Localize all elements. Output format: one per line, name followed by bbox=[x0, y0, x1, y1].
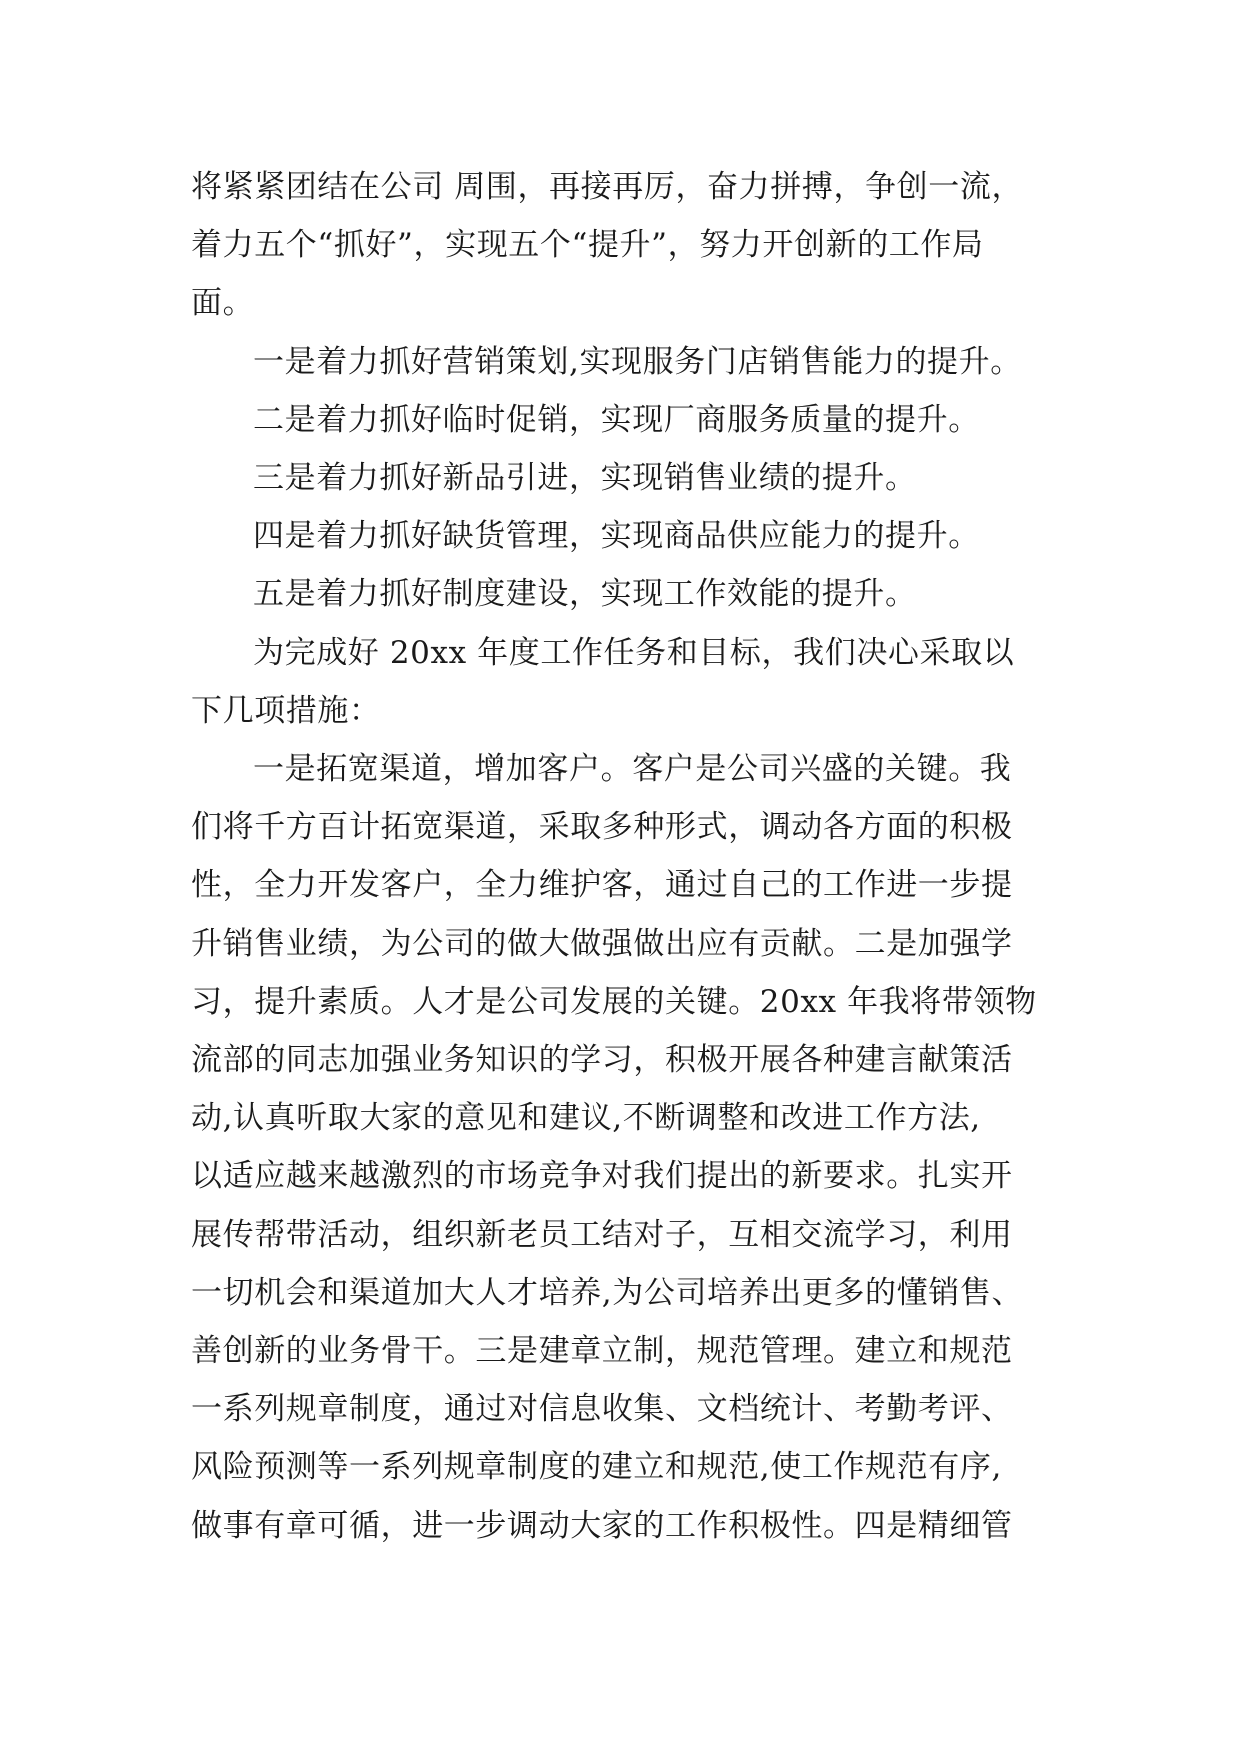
document-body bbox=[191, 158, 1061, 1555]
text-line: 们将千方百计拓宽渠道，采取多种形式，调动各方面的积极 bbox=[191, 809, 1013, 846]
paragraph-item-2 bbox=[191, 391, 1061, 449]
text-line: 以适应越来越激烈的市场竞争对我们提出的新要求。扎实开 bbox=[191, 1158, 1013, 1195]
text-line: 动,认真听取大家的意见和建议,不断调整和改进工作方法, bbox=[191, 1100, 981, 1137]
text-line: 习，提升素质。人才是公司发展的关键。20xx 年我将带领物 bbox=[191, 983, 1037, 1020]
text-line: 三是着力抓好新品引进，实现销售业绩的提升。 bbox=[253, 460, 917, 497]
text-line: 二是着力抓好临时促销，实现厂商服务质量的提升。 bbox=[253, 401, 980, 438]
text-line: 一是拓宽渠道，增加客户。客户是公司兴盛的关键。我 bbox=[253, 751, 1012, 788]
text-line: 着力五个“抓好”，实现五个“提升”，努力开创新的工作局 bbox=[191, 227, 984, 264]
paragraph-item-1 bbox=[191, 333, 1061, 391]
text-line: 风险预测等一系列规章制度的建立和规范,使工作规范有序, bbox=[191, 1449, 1002, 1486]
text-line: 展传帮带活动，组织新老员工结对子，互相交流学习，利用 bbox=[191, 1216, 1013, 1253]
text-line: 将紧紧团结在公司 周围，再接再厉，奋力拼搏，争创一流， bbox=[191, 169, 1024, 205]
paragraph-item-3 bbox=[191, 449, 1061, 507]
paragraph-measures-detail bbox=[191, 740, 1061, 1555]
paragraph-item-4 bbox=[191, 507, 1061, 565]
text-line: 面。 bbox=[191, 285, 255, 322]
text-line: 为完成好 20xx 年度工作任务和目标，我们决心采取以 bbox=[253, 634, 1015, 671]
text-line: 升销售业绩，为公司的做大做强做出应有贡献。二是加强学 bbox=[191, 925, 1013, 962]
text-line: 善创新的业务骨干。三是建章立制，规范管理。建立和规范 bbox=[191, 1333, 1013, 1370]
text-line: 做事有章可循，进一步调动大家的工作积极性。四是精细管 bbox=[191, 1507, 1013, 1544]
text-line: 一切机会和渠道加大人才培养,为公司培养出更多的懂销售、 bbox=[191, 1274, 1024, 1311]
text-line: 五是着力抓好制度建设，实现工作效能的提升。 bbox=[253, 576, 917, 613]
paragraph-item-5 bbox=[191, 565, 1061, 623]
text-line: 一是着力抓好营销策划,实现服务门店销售能力的提升。 bbox=[253, 343, 1022, 380]
text-line: 四是着力抓好缺货管理，实现商品供应能力的提升。 bbox=[253, 518, 980, 555]
paragraph-measures-intro bbox=[191, 624, 1061, 740]
text-line: 一系列规章制度，通过对信息收集、文档统计、考勤考评、 bbox=[191, 1391, 1013, 1428]
text-line: 性，全力开发客户，全力维护客，通过自己的工作进一步提 bbox=[191, 867, 1013, 904]
text-line: 下几项措施： bbox=[191, 692, 381, 729]
paragraph-intro bbox=[191, 158, 1061, 333]
text-line: 流部的同志加强业务知识的学习，积极开展各种建言献策活 bbox=[191, 1042, 1013, 1079]
